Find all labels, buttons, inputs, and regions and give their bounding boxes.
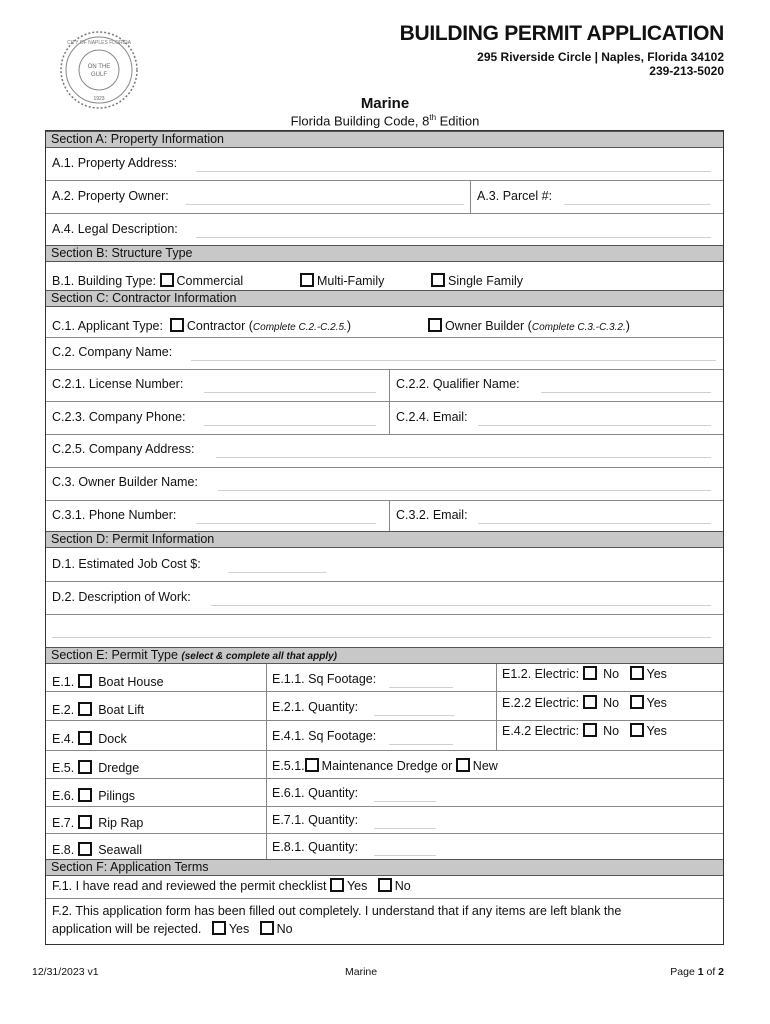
- f2-yes-checkbox[interactable]: [212, 921, 226, 935]
- boat-house-checkbox[interactable]: [78, 674, 92, 688]
- c24-input[interactable]: [478, 425, 711, 426]
- f2-line2: application will be rejected. Yes No: [52, 922, 293, 936]
- owner-builder-checkbox[interactable]: [428, 318, 442, 332]
- e4-row: E.4. Dock: [52, 732, 127, 746]
- d1-label: D.1. Estimated Job Cost $:: [52, 557, 201, 571]
- e51-row: E.5.1. Maintenance Dredge or New: [272, 759, 498, 773]
- seawall-checkbox[interactable]: [78, 842, 92, 856]
- building-code: Florida Building Code, 8th Edition: [290, 113, 480, 129]
- e22-no-checkbox[interactable]: [583, 695, 597, 709]
- dock-checkbox[interactable]: [78, 731, 92, 745]
- new-dredge-checkbox[interactable]: [456, 758, 470, 772]
- a2-label: A.2. Property Owner:: [52, 189, 169, 203]
- f1-row: F.1. I have read and reviewed the permit checklist Yes No: [52, 879, 411, 893]
- seal-year: 1923: [93, 96, 105, 102]
- f2-line1: F.2. This application form has been filled out completely. I understand that if any items are left blank the: [52, 904, 622, 918]
- d2-input-line1[interactable]: [211, 605, 711, 606]
- e11-input[interactable]: [389, 687, 453, 688]
- multi-family-option: Multi-Family: [300, 273, 384, 288]
- d2-input-line2[interactable]: [52, 637, 711, 638]
- c32-input[interactable]: [478, 523, 711, 524]
- c2-label: C.2. Company Name:: [52, 345, 173, 359]
- permit-form: [45, 130, 724, 945]
- c25-input[interactable]: [216, 457, 711, 458]
- form-subtitle: Marine: [360, 95, 410, 112]
- c22-label: C.2.2. Qualifier Name:: [396, 377, 520, 391]
- contractor-checkbox[interactable]: [170, 318, 184, 332]
- seal-center-1: ON THE: [87, 64, 111, 70]
- c3-input[interactable]: [218, 490, 711, 491]
- form-title: BUILDING PERMIT APPLICATION: [399, 22, 724, 45]
- d2-label: D.2. Description of Work:: [52, 590, 191, 604]
- c31-label: C.3.1. Phone Number:: [52, 508, 177, 522]
- e12-row: E1.2. Electric: No Yes: [502, 667, 667, 681]
- c25-label: C.2.5. Company Address:: [52, 442, 195, 456]
- e5-row: E.5. Dredge: [52, 761, 140, 775]
- pilings-checkbox[interactable]: [78, 788, 92, 802]
- c31-input[interactable]: [196, 523, 376, 524]
- c21-input[interactable]: [204, 392, 376, 393]
- c3-label: C.3. Owner Builder Name:: [52, 475, 198, 489]
- c1-label: C.1. Applicant Type: Contractor (Complete C.2.-C.2.5.): [52, 319, 352, 333]
- section-f-header: Section F: Application Terms: [46, 859, 723, 876]
- f1-yes-checkbox[interactable]: [330, 878, 344, 892]
- e8-row: E.8. Seawall: [52, 843, 142, 857]
- a1-label: A.1. Property Address:: [52, 156, 178, 170]
- e22-yes-checkbox[interactable]: [630, 695, 644, 709]
- footer-page: Page 1 of 2: [670, 966, 724, 978]
- e11-label: E.1.1. Sq Footage:: [272, 672, 377, 686]
- e6-row: E.6. Pilings: [52, 789, 136, 803]
- c23-label: C.2.3. Company Phone:: [52, 410, 186, 424]
- e22-row: E.2.2 Electric: No Yes: [502, 696, 667, 710]
- section-e-header: Section E: Permit Type (select & complete all that apply): [46, 647, 723, 664]
- single-family-option: Single Family: [431, 273, 523, 288]
- section-b-header: Section B: Structure Type: [46, 245, 723, 262]
- a4-input[interactable]: [196, 237, 711, 238]
- e1-row: E.1. Boat House: [52, 675, 164, 689]
- e41-label: E.4.1. Sq Footage:: [272, 729, 377, 743]
- e61-input[interactable]: [374, 801, 436, 802]
- section-a-header: Section A: Property Information: [46, 131, 723, 148]
- a3-input[interactable]: [564, 204, 710, 205]
- e42-row: E.4.2 Electric: No Yes: [502, 724, 667, 738]
- section-c-header: Section C: Contractor Information: [46, 290, 723, 307]
- seal-center-2: GULF: [90, 72, 108, 78]
- owner-builder-option: Owner Builder (Complete C.3.-C.3.2.): [428, 318, 630, 333]
- e61-label: E.6.1. Quantity:: [272, 786, 359, 800]
- c21-label: C.2.1. License Number:: [52, 377, 184, 391]
- e12-yes-checkbox[interactable]: [630, 666, 644, 680]
- f1-no-checkbox[interactable]: [378, 878, 392, 892]
- c32-label: C.3.2. Email:: [396, 508, 468, 522]
- footer-date: 12/31/2023 v1: [32, 966, 99, 978]
- e42-yes-checkbox[interactable]: [630, 723, 644, 737]
- e21-input[interactable]: [374, 715, 454, 716]
- e41-input[interactable]: [389, 744, 453, 745]
- single-family-checkbox[interactable]: [431, 273, 445, 287]
- office-address: 295 Riverside Circle | Naples, Florida 34102: [477, 50, 724, 64]
- e21-label: E.2.1. Quantity:: [272, 700, 359, 714]
- multi-family-checkbox[interactable]: [300, 273, 314, 287]
- e7-row: E.7. Rip Rap: [52, 816, 144, 830]
- office-phone: 239-213-5020: [649, 64, 724, 78]
- c24-label: C.2.4. Email:: [396, 410, 468, 424]
- dredge-checkbox[interactable]: [78, 760, 92, 774]
- c23-input[interactable]: [204, 425, 376, 426]
- e71-input[interactable]: [374, 828, 436, 829]
- boat-lift-checkbox[interactable]: [78, 702, 92, 716]
- section-d-header: Section D: Permit Information: [46, 531, 723, 548]
- a3-label: A.3. Parcel #:: [477, 189, 553, 203]
- e12-no-checkbox[interactable]: [583, 666, 597, 680]
- a2-input[interactable]: [186, 204, 464, 205]
- maintenance-dredge-checkbox[interactable]: [305, 758, 319, 772]
- b1-label: B.1. Building Type: Commercial: [52, 274, 244, 288]
- footer-title: Marine: [345, 966, 378, 978]
- e81-label: E.8.1. Quantity:: [272, 840, 359, 854]
- c2-input[interactable]: [191, 360, 716, 361]
- e42-no-checkbox[interactable]: [583, 723, 597, 737]
- c22-input[interactable]: [541, 392, 711, 393]
- rip-rap-checkbox[interactable]: [78, 815, 92, 829]
- f2-no-checkbox[interactable]: [260, 921, 274, 935]
- seal-ring-text: CITY OF NAPLES FLORIDA: [67, 40, 131, 46]
- a4-label: A.4. Legal Description:: [52, 222, 178, 236]
- e71-label: E.7.1. Quantity:: [272, 813, 359, 827]
- e2-row: E.2. Boat Lift: [52, 703, 145, 717]
- commercial-checkbox[interactable]: [160, 273, 174, 287]
- e81-input[interactable]: [374, 855, 436, 856]
- d1-input[interactable]: [228, 572, 326, 573]
- a1-input[interactable]: [196, 171, 711, 172]
